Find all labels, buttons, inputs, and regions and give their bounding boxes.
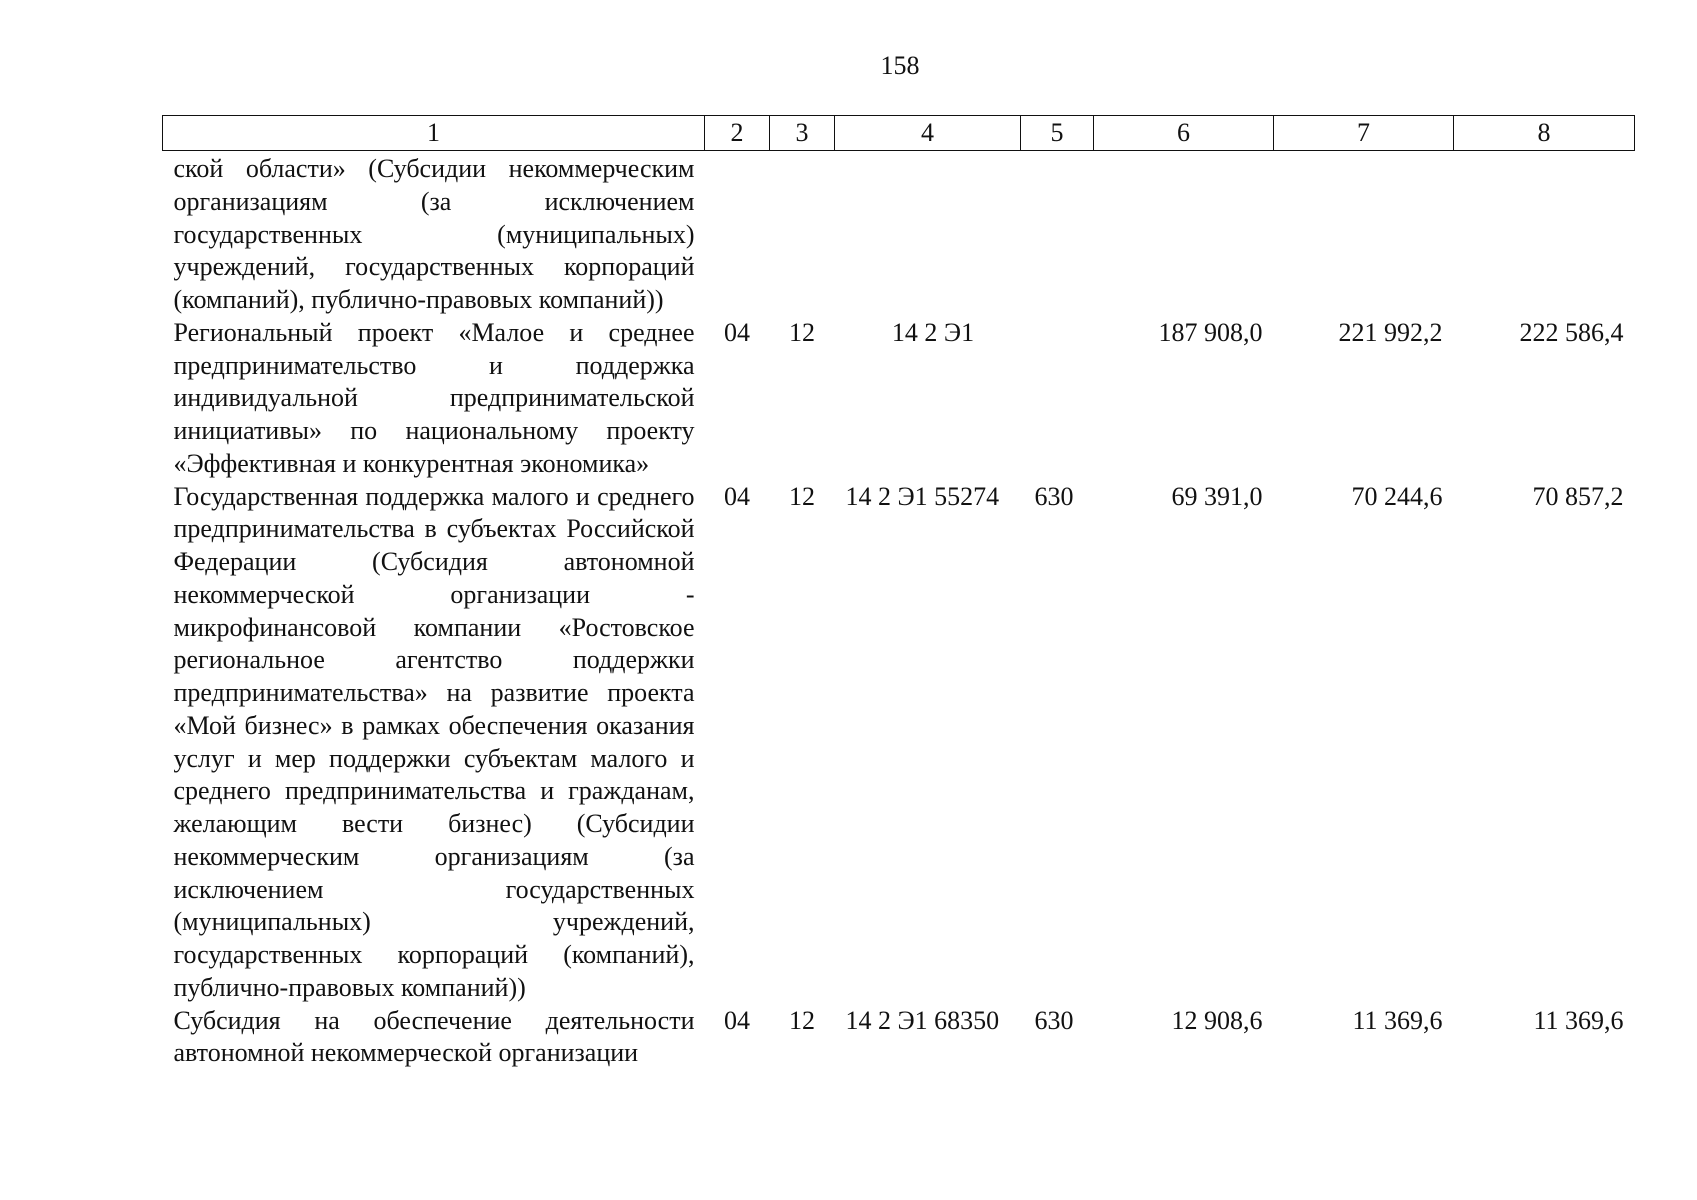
row-amount-col7: 11 369,6	[1352, 1005, 1443, 1035]
row-amount-col7: 70 244,6	[1351, 481, 1443, 511]
column-header-6: 6	[1094, 116, 1274, 151]
row-section-code	[705, 151, 770, 317]
page-number: 158	[880, 51, 920, 80]
column-header-8: 8	[1454, 116, 1635, 151]
column-header-5: 5	[1021, 116, 1094, 151]
column-header-7: 7	[1274, 116, 1454, 151]
row-expense-type	[1021, 317, 1094, 481]
row-amount-col6: 187 908,0	[1158, 317, 1263, 347]
column-header-4: 4	[835, 116, 1021, 151]
table-row	[163, 481, 1635, 1005]
row-target-article: 14 2 Э1 55274	[845, 481, 1000, 511]
row-name: Государственная поддержка малого и среднего предпринимательства в субъектах Российской Федерации (Субсидия автономной некоммерческой организации - микрофинансовой компании «Ростовское региональное агентство поддержки предпринимательства» на развитие проекта «Мой бизнес» в рамках обеспечения оказания услуг и мер поддержки субъектам малого и среднего предпринимательства и гражданам, желающим вести бизнес) (Субсидии некоммерческим организациям (за исключением государственных (муниципальных) учреждений, государственных корпораций (компаний), публично-правовых компаний))	[173, 481, 695, 1002]
budget-table	[162, 115, 1635, 1070]
table-row	[163, 1005, 1635, 1071]
row-amount-col8: 70 857,2	[1532, 481, 1624, 511]
row-expense-type: 630	[1034, 481, 1074, 511]
column-header-3: 3	[770, 116, 835, 151]
row-target-article: 14 2 Э1	[891, 317, 975, 347]
row-amount-col8	[1454, 151, 1635, 317]
column-header-1: 1	[163, 116, 705, 151]
row-subsection-code: 12	[789, 317, 815, 347]
row-name: Субсидия на обеспечение деятельности автономной некоммерческой организации	[173, 1005, 695, 1068]
column-header-2: 2	[705, 116, 770, 151]
row-target-article: 14 2 Э1 68350	[845, 1005, 1000, 1035]
row-name: ской области» (Субсидии некоммерческим организациям (за исключением государственных (муниципальных) учреждений, государственных корпораций (компаний), публично-правовых компаний))	[173, 154, 695, 314]
table-body	[163, 151, 1635, 1071]
row-target-article	[835, 151, 1021, 317]
row-section-code: 04	[724, 481, 750, 511]
table-header-row	[163, 116, 1635, 151]
row-amount-col7	[1274, 151, 1454, 317]
row-expense-type	[1021, 151, 1094, 317]
row-subsection-code: 12	[789, 1005, 815, 1035]
row-amount-col6: 69 391,0	[1171, 481, 1263, 511]
row-section-code: 04	[724, 317, 750, 347]
row-amount-col8: 11 369,6	[1533, 1005, 1624, 1035]
row-expense-type: 630	[1034, 1005, 1074, 1035]
table-row	[163, 151, 1635, 317]
row-amount-col7: 221 992,2	[1338, 317, 1443, 347]
table-row	[163, 317, 1635, 481]
row-amount-col6	[1094, 151, 1274, 317]
row-subsection-code: 12	[789, 481, 815, 511]
row-amount-col6: 12 908,6	[1171, 1005, 1263, 1035]
row-amount-col8: 222 586,4	[1519, 317, 1624, 347]
row-section-code: 04	[724, 1005, 750, 1035]
row-subsection-code	[770, 151, 835, 317]
table-header	[163, 116, 1635, 151]
row-name: Региональный проект «Малое и среднее предпринимательство и поддержка индивидуальной предпринимательской инициативы» по национальному проекту «Эффективная и конкурентная экономика»	[173, 317, 695, 478]
